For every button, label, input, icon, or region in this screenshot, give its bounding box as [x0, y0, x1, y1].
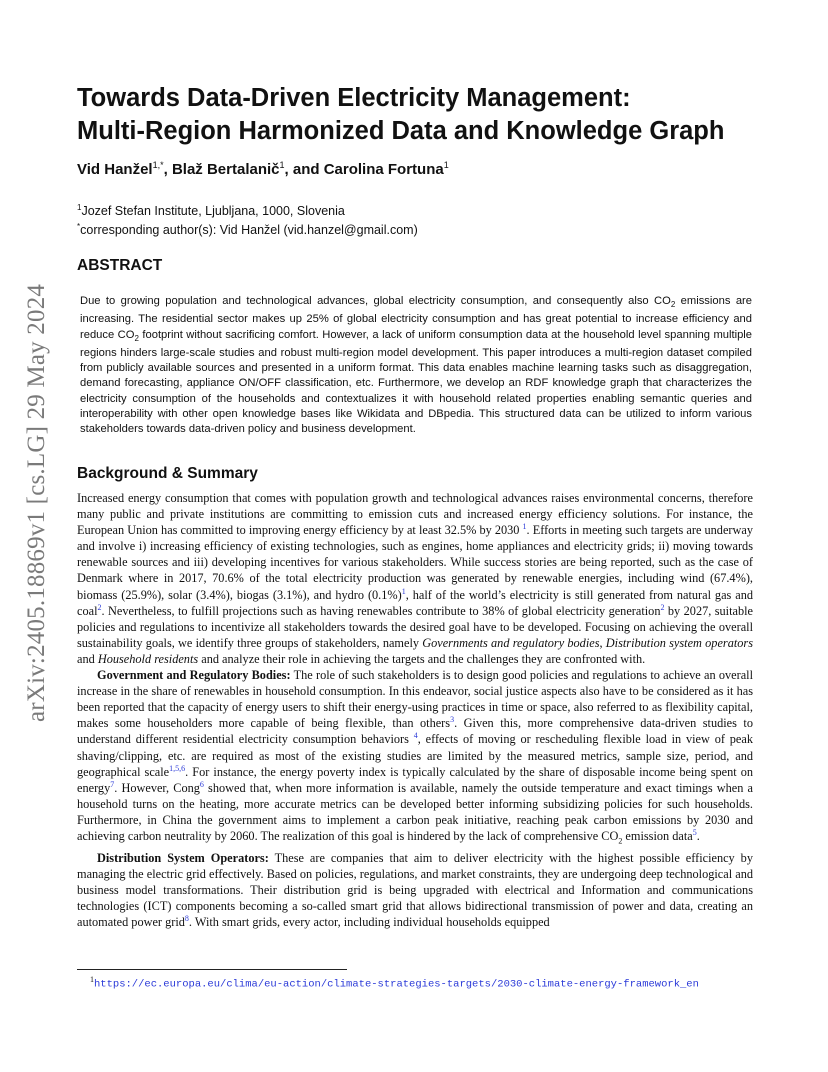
paragraph — [77, 667, 753, 849]
affiliation-mark: 1 — [77, 203, 82, 212]
text-segment: . Given this, more comprehensive data-driven studies to understand different residential electricity consumption behaviors — [77, 716, 753, 747]
citation-link[interactable]: 6 — [199, 779, 204, 789]
section-heading-background: Background & Summary — [77, 465, 258, 482]
text-segment: , — [599, 635, 606, 650]
title-line-2: Multi-Region Harmonized Data and Knowledge Graph — [77, 117, 725, 145]
citation-link[interactable]: 2 — [97, 602, 102, 612]
abstract-heading: ABSTRACT — [77, 257, 163, 274]
subscript: 2 — [618, 836, 623, 846]
text-segment: . For instance, the energy poverty index is typically calculated by the share of disposable income being spent on energy — [77, 764, 754, 795]
text-segment: by 2027, suitable policies and regulations to incentivize all stakeholders towards the desired goal have to be developed. Focusing on achieving the overall sustainability goals, we identify three groups of stakeholders, namely — [77, 603, 753, 650]
paragraph-lead: Government and Regulatory Bodies: — [97, 668, 291, 683]
author-separator: , — [163, 161, 172, 178]
abstract-segment: footprint without sacrificing comfort. However, a lack of uniform consumption data at the household level spanning multiple regions hinders large-scale studies and robust multi-region model development. This paper introduces a multi-region dataset compiled from publicly available sources and presented in a uniform format. This data enables machine learning tasks such as disaggregation, demand forecasting, appliance ON/OFF classification, etc. Furthermore, we develop an RDF knowledge graph that characterizes the electricity consumption of the households and contextualizes it with household related properties enabling semantic queries and interoperability with other open knowledge bases like Wikidata and DBpedia. This structured data can be utilized to inform various stakeholders towards data-driven policy and business development. — [80, 328, 752, 436]
text-segment: . However, Cong — [114, 780, 200, 795]
italic-term: Governments and regulatory bodies — [422, 635, 600, 650]
text-segment: . With smart grids, every actor, including individual households equipped — [188, 914, 550, 929]
footnote-mark: 1 — [90, 975, 94, 984]
subscript: 2 — [134, 333, 139, 343]
paper-title — [77, 82, 777, 148]
paragraph — [77, 850, 753, 930]
citation-link[interactable]: 2 — [660, 602, 665, 612]
author-mark: 1 — [279, 160, 285, 170]
text-segment: showed that, when more information is available, namely the outside temperature and exact timings when a household turns on the heating, more accurate metrics can be developed better informing subsidizing policies for such households. Furthermore, in China the government aims to implement a carbon peak initiative, reaching peak carbon emissions by 2030 and achieving carbon neutrality by 2060. The realization of this goal is hindered by the lack of comprehensive CO — [77, 780, 753, 843]
abstract-segment: emissions are increasing. The residential sector makes up 25% of global electricity consumption and has great potential to increase efficiency and reduce CO — [80, 295, 752, 341]
author-mark: 1 — [443, 160, 449, 170]
text-segment: , effects of moving or rescheduling flexible load in view of peak shaving/clipping, etc. are required as most of the existing studies are limited by the measured metrics, sample size, period, and geographical scale — [77, 732, 753, 779]
citation-link[interactable]: 8 — [184, 913, 189, 923]
italic-term: Household residents — [97, 651, 199, 666]
arxiv-identifier: arXiv:2405.18869v1 [cs.LG] 29 May 2024 — [23, 283, 50, 723]
italic-term: Distribution system operators — [605, 635, 753, 650]
author-mark: 1,* — [152, 160, 164, 170]
text-segment: and — [77, 651, 98, 666]
author-separator: , and — [284, 161, 324, 178]
text-segment: . — [696, 828, 700, 843]
text-segment: The role of such stakeholders is to design good policies and regulations to achieve an overall increase in the share of renewables in household consumption. In this endeavor, social justice aspects also have to be considered as it has been reported that the capacity of energy users to shift their energy-using practices in time or space, also referred to as flexibility capital, makes some householders more capable of being flexible, than others — [77, 668, 753, 731]
corresponding-author-line — [77, 219, 777, 238]
author-name: Carolina Fortuna — [323, 161, 444, 178]
affiliation-line — [77, 200, 777, 219]
affiliation-text: Jozef Stefan Institute, Ljubljana, 1000, Slovenia — [81, 204, 345, 219]
paragraph-lead: Distribution System Operators: — [97, 850, 269, 865]
title-line-1: Towards Data-Driven Electricity Management: — [77, 84, 631, 112]
text-segment: emission data — [622, 828, 693, 843]
citation-link[interactable]: 7 — [110, 779, 115, 789]
abstract-text — [80, 294, 752, 437]
text-segment: Increased energy consumption that comes with population growth and technological advances raises environmental concerns, therefore many public and private institutions are committing to emission cuts and increased energy efficiency solutions. For instance, the European Union has committed to improving energy efficiency by at least 32.5% by 2030 — [77, 491, 753, 538]
author-name: Blaž Bertalanič — [171, 161, 280, 178]
corresponding-text: corresponding author(s): Vid Hanžel (vid.hanzel@gmail.com) — [80, 223, 418, 238]
footnote-divider — [77, 969, 347, 970]
text-segment: . Nevertheless, to fulfill projections such as having renewables contribute to 38% of global electricity generation — [101, 603, 661, 618]
corresponding-mark: * — [77, 222, 81, 232]
citation-link[interactable]: 1 — [522, 522, 527, 532]
citation-link[interactable]: 3 — [450, 715, 455, 725]
citation-link[interactable]: 4 — [413, 731, 418, 741]
text-segment: These are companies that aim to deliver electricity with the highest possible efficiency by managing the electric grid effectively. Based on policies, regulations, and market constraints, they are undergoing deep technological and business model transformations. Their distribution grid is being upgraded with electrical and Information and communications technologies (ICT) components becoming a so-called smart grid that allows bidirectional transmission of power and data, creating an automated power grid — [77, 850, 753, 929]
author-list — [77, 160, 777, 178]
text-segment: , half of the world’s electricity is still generated from natural gas and coal — [77, 587, 753, 618]
author-name: Vid Hanžel — [77, 161, 153, 178]
citation-link[interactable]: 1,5,6 — [169, 763, 186, 773]
subscript: 2 — [670, 300, 676, 310]
paragraph — [77, 490, 753, 667]
affiliations — [77, 200, 777, 238]
section-body — [77, 490, 753, 930]
text-segment: . Efforts in meeting such targets are underway and involve i) increasing efficiency of existing technologies, such as engines, home appliances and electricity grids; ii) moving towards renewable sources and iii) developing incentives for various stakeholders. While success stories are being reported, such as the case of Denmark where in 2017, 70.6% of the total electricity production was generated by renewable energies, including wind (67.4%), biomass (25.9%), solar (3.4%), biogas (3.1%), and hydro (0.1%) — [77, 523, 753, 602]
text-segment: and analyze their role in achieving the targets and the challenges they are confronted with. — [198, 651, 646, 666]
citation-link[interactable]: 5 — [692, 827, 697, 837]
footnote-url-link[interactable]: https://ec.europa.eu/clima/eu-action/climate-strategies-targets/2030-climate-energy-framework_en — [94, 978, 699, 991]
abstract-segment: Due to growing population and technological advances, global electricity consumption, and consequently also CO — [80, 295, 671, 307]
footnote — [90, 975, 790, 991]
citation-link[interactable]: 1 — [401, 586, 406, 596]
